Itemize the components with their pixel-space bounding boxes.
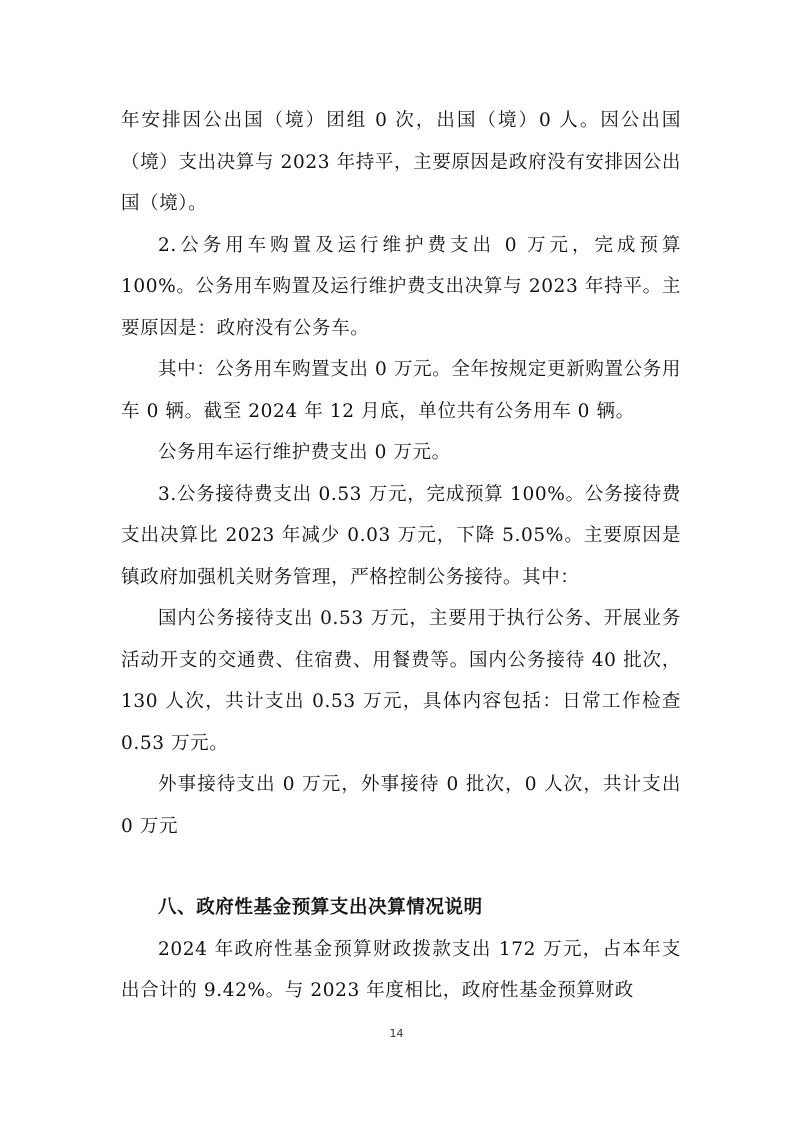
paragraph-reception-expense: 3.公务接待费支出 0.53 万元，完成预算 100%。公务接待费支出决算比 2023 年减少 0.03 万元，下降 5.05%。主要原因是镇政府加强机关财务管理，严格控制公务接待。其中： bbox=[121, 483, 681, 588]
paragraph-government-fund: 2024 年政府性基金预算财政拨款支出 172 万元，占本年支出合计的 9.42%。与 2023 年度相比，政府性基金预算财政 bbox=[121, 938, 681, 1001]
paragraph-outbound-travel-continued: 年安排因公出国（境）团组 0 次，出国（境）0 人。因公出国（境）支出决算与 2023 年持平，主要原因是政府没有安排因公出国（境）。 bbox=[121, 110, 681, 214]
page-body bbox=[121, 100, 681, 1012]
paragraph-official-vehicle-expense: 2.公务用车购置及运行维护费支出 0 万元，完成预算 100%。公务用车购置及运行维护费支出决算与 2023 年持平。主要原因是：政府没有公务车。 bbox=[121, 234, 681, 339]
paragraph-foreign-reception: 外事接待支出 0 万元，外事接待 0 批次，0 人次，共计支出 0 万元 bbox=[121, 774, 681, 837]
paragraph-domestic-reception: 国内公务接待支出 0.53 万元，主要用于执行公务、开展业务活动开支的交通费、住宿费、用餐费等。国内公务接待 40 批次，130 人次，共计支出 0.53 万元，具体内容包括：日常工作检查 0.53 万元。 bbox=[121, 608, 681, 754]
section-heading: 八、政府性基金预算支出决算情况说明 bbox=[158, 897, 483, 918]
paragraph-vehicle-maintenance: 公务用车运行维护费支出 0 万元。 bbox=[158, 442, 451, 463]
page-number: 14 bbox=[389, 1027, 404, 1040]
paragraph-vehicle-purchase: 其中：公务用车购置支出 0 万元。全年按规定更新购置公务用车 0 辆。截至 2024 年 12 月底，单位共有公务用车 0 辆。 bbox=[121, 359, 681, 422]
section-spacer bbox=[121, 847, 681, 887]
